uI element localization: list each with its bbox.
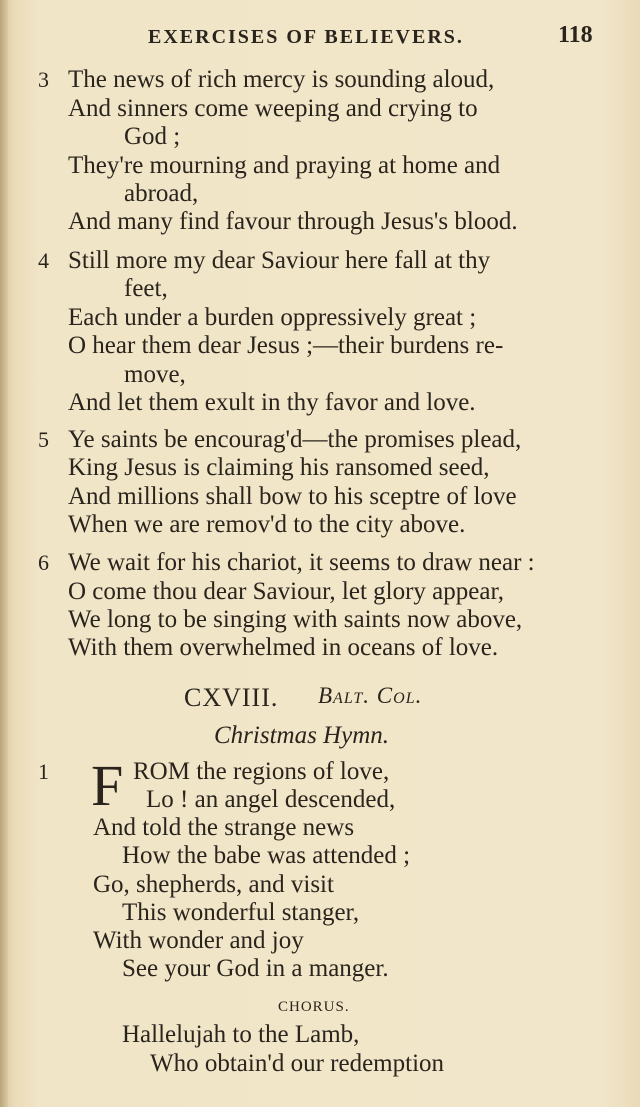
verse-line: O come thou dear Saviour, let glory appear, [68,578,505,605]
verse-line: We wait for his chariot, it seems to draw near : [68,549,535,576]
verse-line: ROM the regions of love, [133,758,390,785]
verse-line: And millions shall bow to his sceptre of love [68,483,517,510]
verse-line: Each under a burden oppressively great ; [68,304,477,331]
verse-line: Still more my dear Saviour here fall at thy [68,247,491,274]
verse-line: With wonder and joy [93,927,304,954]
verse-line: And sinners come weeping and crying to [68,95,478,122]
page-header [0,22,640,54]
verse-line: move, [124,361,186,388]
chorus-line: Hallelujah to the Lamb, [122,1021,360,1048]
stanza-number: 5 [38,427,49,452]
verse-line: How the babe was attended ; [122,842,411,869]
verse-line: King Jesus is claiming his ransomed seed, [68,454,490,481]
verse-line: And many find favour through Jesus's blood. [68,208,518,235]
chorus-line: Who obtain'd our redemption [150,1050,445,1077]
verse-line: Ye saints be encourag'd—the promises plead, [68,426,522,453]
chorus-label: CHORUS. [278,999,350,1015]
hymn-number: CXVIII. [184,683,279,712]
verse-line: The news of rich mercy is sounding aloud, [68,66,495,93]
running-title: EXERCISES OF BELIEVERS. [148,26,464,48]
verse-line: And let them exult in thy favor and love. [68,389,476,416]
verse-line: With them overwhelmed in oceans of love. [68,634,499,661]
verse-line: And told the strange news [93,814,355,841]
verse-line: We long to be singing with saints now above, [68,606,523,633]
tune-name: Balt. Col. [318,683,423,708]
stanza-number: 4 [38,248,49,273]
stanza-number: 6 [38,550,49,575]
verse-line: See your God in a manger. [122,955,389,982]
verse-line: When we are remov'd to the city above. [68,511,466,538]
verse-line: God ; [124,123,181,150]
verse-line: abroad, [124,180,199,207]
drop-cap: F [91,753,124,818]
stanza-number: 3 [38,67,49,92]
verse-line: Go, shepherds, and visit [93,871,334,898]
page-gutter-edge [0,0,8,1107]
verse-line: feet, [124,275,168,302]
page-number: 118 [558,22,593,48]
verse-line: This wonderful stanger, [122,899,360,926]
verse-number: 1 [38,759,49,784]
verse-line: Lo ! an angel descended, [146,786,396,813]
verse-line: O hear them dear Jesus ;—their burdens re- [68,332,504,359]
hymn-title: Christmas Hymn. [214,722,390,749]
verse-line: They're mourning and praying at home and [68,152,501,179]
